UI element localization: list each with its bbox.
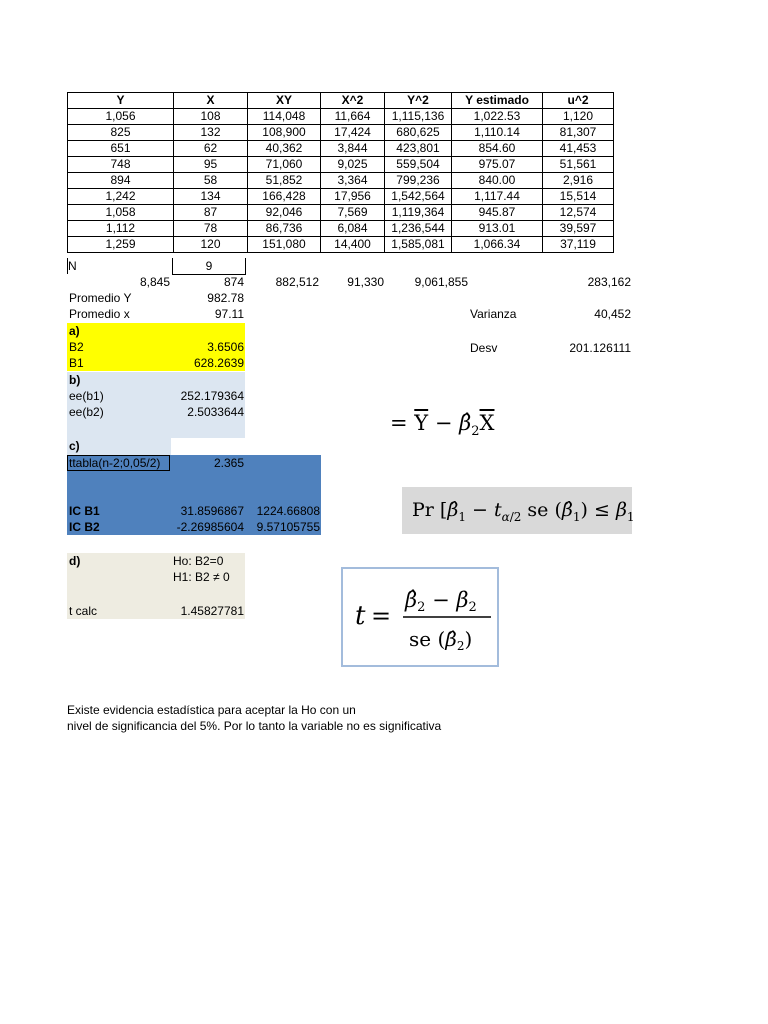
table-row: [68, 173, 614, 189]
icb2-label: IC B2: [69, 520, 100, 534]
desv-value: 201.126111: [569, 341, 631, 355]
table-cell: 559,504: [385, 157, 452, 173]
table-cell: 854.60: [452, 141, 543, 157]
svg-text:se (β̂2): se $(\betâ_2)$: [409, 627, 473, 653]
tcalc-label: t calc: [69, 604, 98, 618]
promedio-x-label: Promedio x: [69, 307, 130, 321]
table-cell: 17,424: [321, 125, 385, 141]
section-d-label: d): [69, 554, 81, 568]
table-cell: 945.87: [452, 205, 543, 221]
b1-value: 628.2639: [193, 356, 244, 370]
section-c-label-background: [67, 438, 171, 455]
total-y: 8,845: [139, 275, 170, 289]
header-x: X: [174, 93, 248, 109]
promedio-x-value: 97.11: [214, 307, 244, 321]
icb1-high: 1224.66808: [256, 504, 320, 518]
data-table: [67, 92, 614, 253]
header-y-estimado: Y estimado: [452, 93, 543, 109]
eeb2-label: ee(b2): [69, 405, 104, 419]
table-row: [68, 125, 614, 141]
svg-text:t: t: [355, 601, 366, 631]
table-cell: 39,597: [543, 221, 614, 237]
table-cell: 651: [68, 141, 174, 157]
table-cell: 1,066.34: [452, 237, 543, 253]
section-c-label: c): [69, 439, 80, 453]
table-cell: 1,542,564: [385, 189, 452, 205]
total-x2: 91,330: [347, 275, 384, 289]
table-cell: 108: [174, 109, 248, 125]
table-row: [68, 221, 614, 237]
varianza-label: Varianza: [470, 307, 517, 321]
b2-value: 3.6506: [207, 340, 244, 354]
table-cell: 840.00: [452, 173, 543, 189]
hypothesis-h1: H1: B2 ≠ 0: [173, 570, 230, 584]
promedio-y-label: Promedio Y: [69, 291, 132, 305]
table-cell: 3,844: [321, 141, 385, 157]
table-cell: 1,242: [68, 189, 174, 205]
icb1-label: IC B1: [69, 504, 100, 518]
table-cell: 71,060: [248, 157, 321, 173]
formula-confidence-interval: Pr [$\betâ_1 - t_{\alpha/2}$ se $(\betâ_1) \le \beta_1$: [402, 487, 632, 534]
table-cell: 87: [174, 205, 248, 221]
header-x2: X^2: [321, 93, 385, 109]
total-x: 874: [223, 275, 244, 289]
table-cell: 114,048: [248, 109, 321, 125]
table-cell: 1,585,081: [385, 237, 452, 253]
n-label: N: [67, 258, 172, 274]
table-cell: 1,115,136: [385, 109, 452, 125]
section-b-label: b): [69, 373, 81, 387]
table-cell: 1,110.14: [452, 125, 543, 141]
table-row: [68, 237, 614, 253]
table-cell: 1,259: [68, 237, 174, 253]
table-cell: 1,112: [68, 221, 174, 237]
table-row: [68, 109, 614, 125]
header-xy: XY: [248, 93, 321, 109]
table-cell: 78: [174, 221, 248, 237]
table-cell: 120: [174, 237, 248, 253]
tcalc-value: 1.45827781: [180, 604, 244, 618]
table-cell: 166,428: [248, 189, 321, 205]
n-value: 9: [172, 258, 246, 275]
desv-label: Desv: [470, 341, 498, 355]
table-cell: 151,080: [248, 237, 321, 253]
eeb1-label: ee(b1): [69, 389, 104, 403]
table-cell: 825: [68, 125, 174, 141]
formula-beta1-estimate: = $\overline{Y}$ − $\betâ_2\overline{X}$: [390, 411, 495, 440]
total-y2: 9,061,855: [414, 275, 468, 289]
table-cell: 748: [68, 157, 174, 173]
table-cell: 3,364: [321, 173, 385, 189]
b2-label: B2: [69, 340, 84, 354]
table-cell: 1,120: [543, 109, 614, 125]
table-cell: 799,236: [385, 173, 452, 189]
table-cell: 17,956: [321, 189, 385, 205]
table-cell: 92,046: [248, 205, 321, 221]
total-xy: 882,512: [275, 275, 319, 289]
table-row: [68, 205, 614, 221]
table-header-row: [68, 93, 614, 109]
header-y: Y: [68, 93, 174, 109]
table-cell: 40,362: [248, 141, 321, 157]
b1-label: B1: [69, 356, 84, 370]
table-cell: 11,664: [321, 109, 385, 125]
table-cell: 12,574: [543, 205, 614, 221]
header-y2: Y^2: [385, 93, 452, 109]
t-statistic-drawing: [343, 569, 497, 665]
table-cell: 108,900: [248, 125, 321, 141]
table-cell: 1,058: [68, 205, 174, 221]
table-cell: 62: [174, 141, 248, 157]
table-cell: 6,084: [321, 221, 385, 237]
table-cell: 1,022.53: [452, 109, 543, 125]
table-cell: 81,307: [543, 125, 614, 141]
table-cell: 2,916: [543, 173, 614, 189]
table-cell: 7,569: [321, 205, 385, 221]
svg-text:β̂2 − β2: β̂2 − β2: [405, 588, 477, 615]
table-cell: 58: [174, 173, 248, 189]
ttabla-value: 2.365: [213, 456, 244, 470]
svg-text:=: =: [371, 602, 392, 630]
eeb2-value: 2.5033644: [187, 405, 244, 419]
table-cell: 51,561: [543, 157, 614, 173]
table-cell: 9,025: [321, 157, 385, 173]
table-cell: 1,236,544: [385, 221, 452, 237]
icb1-low: 31.8596867: [180, 504, 244, 518]
table-cell: 423,801: [385, 141, 452, 157]
header-u2: u^2: [543, 93, 614, 109]
eeb1-value: 252.179364: [180, 389, 244, 403]
ttabla-label: ttabla(n-2;0,05/2): [67, 455, 170, 471]
table-cell: 86,736: [248, 221, 321, 237]
icb2-high: 9.57105755: [256, 520, 320, 534]
table-row: [68, 141, 614, 157]
formula-t-statistic: [341, 567, 499, 667]
hypothesis-ho: Ho: B2=0: [173, 554, 224, 568]
table-cell: 132: [174, 125, 248, 141]
table-cell: 1,117.44: [452, 189, 543, 205]
table-cell: 134: [174, 189, 248, 205]
table-cell: 1,056: [68, 109, 174, 125]
icb2-low: -2.26985604: [176, 520, 244, 534]
table-cell: 15,514: [543, 189, 614, 205]
table-cell: 37,119: [543, 237, 614, 253]
table-cell: 95: [174, 157, 248, 173]
table-cell: 14,400: [321, 237, 385, 253]
conclusion-line-1: Existe evidencia estadística para aceptar la Ho con un: [67, 703, 356, 717]
table-row: [68, 189, 614, 205]
section-a-label: a): [69, 324, 80, 338]
table-cell: 51,852: [248, 173, 321, 189]
conclusion-line-2: nivel de significancia del 5%. Por lo tanto la variable no es significativa: [67, 719, 442, 733]
varianza-value: 40,452: [594, 307, 631, 321]
table-row: [68, 157, 614, 173]
promedio-y-value: 982.78: [207, 291, 244, 305]
table-cell: 680,625: [385, 125, 452, 141]
table-cell: 975.07: [452, 157, 543, 173]
table-cell: 41,453: [543, 141, 614, 157]
table-cell: 1,119,364: [385, 205, 452, 221]
table-cell: 894: [68, 173, 174, 189]
table-cell: 913.01: [452, 221, 543, 237]
total-u2: 283,162: [587, 275, 631, 289]
